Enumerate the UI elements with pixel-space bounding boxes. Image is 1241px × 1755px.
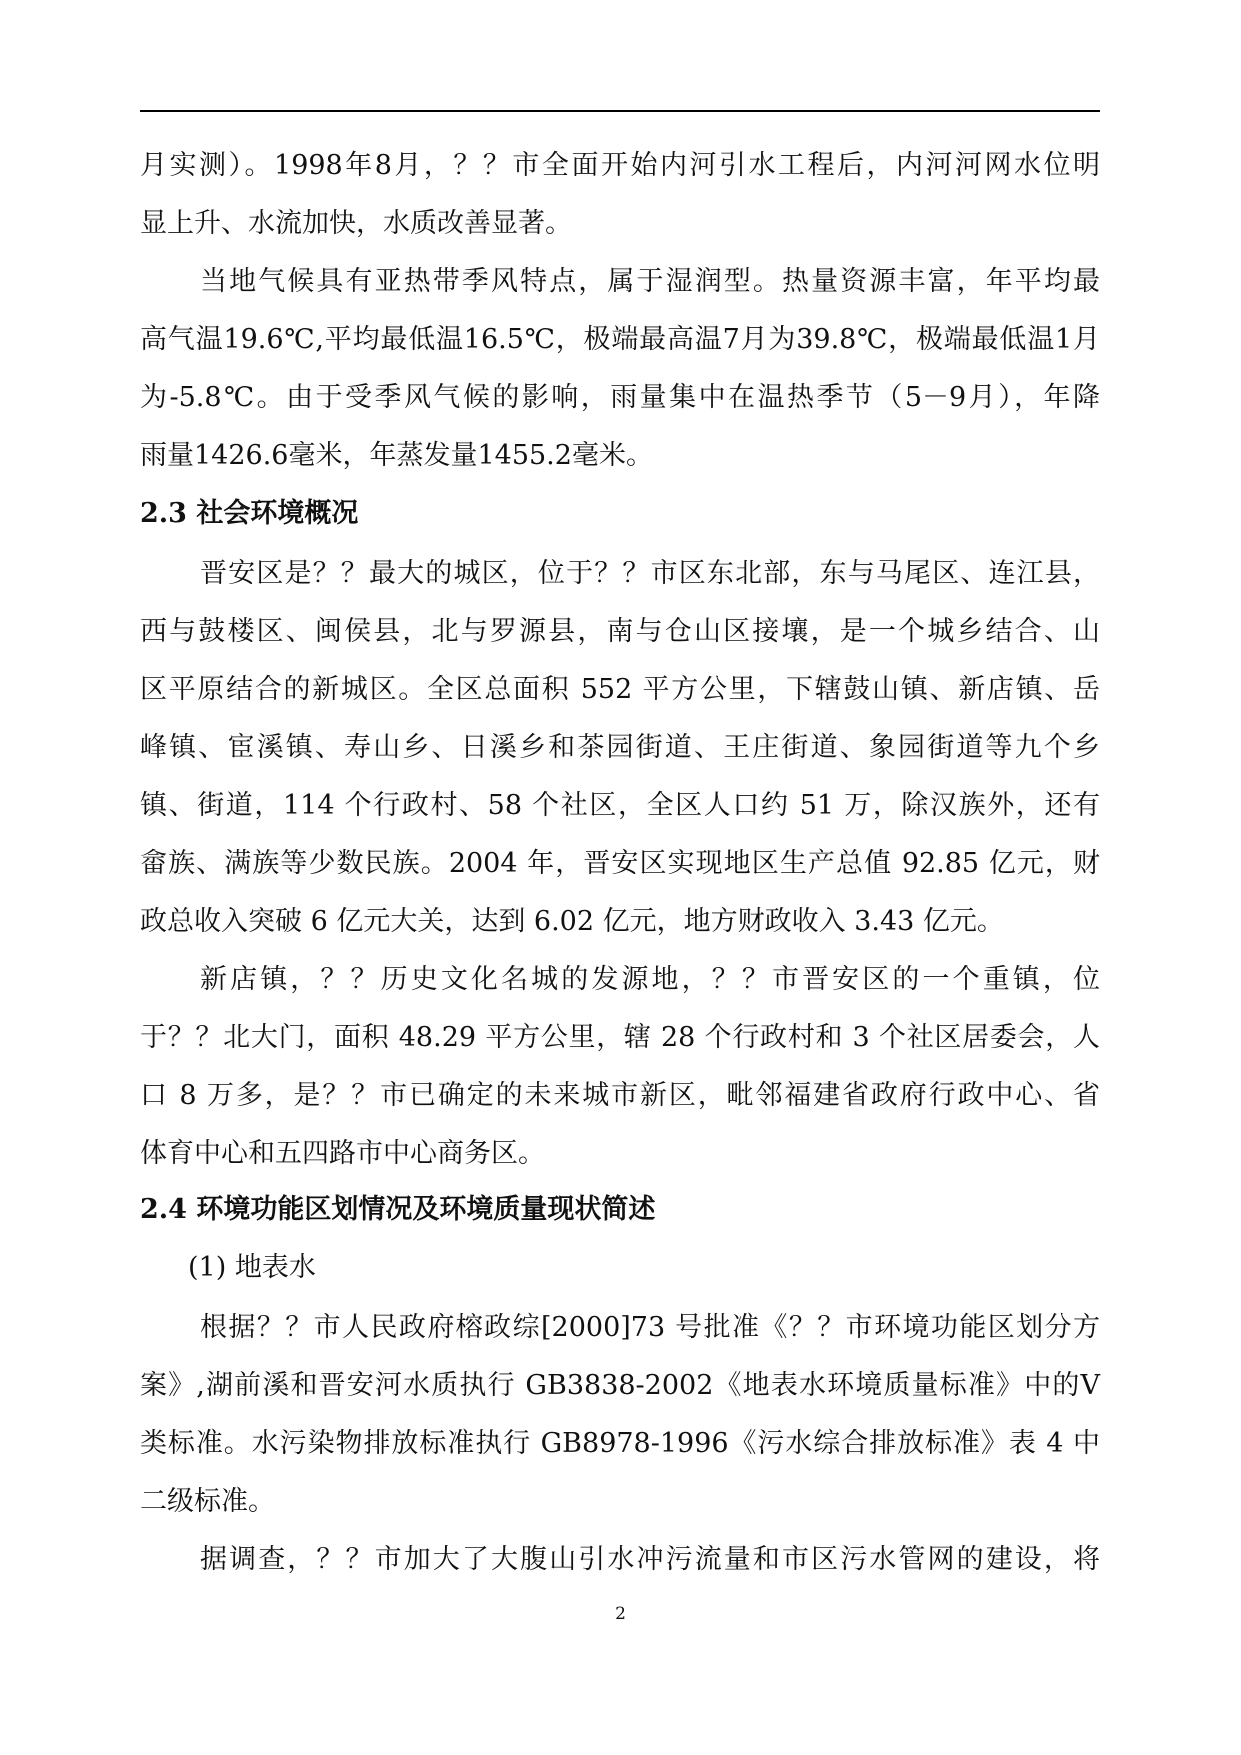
section-heading: 2.3 社会环境概况	[140, 498, 359, 529]
text-line: 政总收入突破 6 亿元大关，达到 6.02 亿元，地方财政收入 3.43 亿元。	[140, 906, 1004, 937]
text-line: 当地气候具有亚热带季风特点，属于湿润型。热量资源丰富，年平均最	[200, 266, 1100, 297]
text-line: 区平原结合的新城区。全区总面积 552 平方公里，下辖鼓山镇、新店镇、岳	[140, 674, 1100, 705]
text-line: 月实测）。1998年8月，？？市全面开始内河引水工程后，内河河网水位明	[140, 150, 1100, 181]
text-line: 畲族、满族等少数民族。2004 年，晋安区实现地区生产总值 92.85 亿元，财	[140, 848, 1100, 879]
page-number: 2	[615, 1604, 626, 1624]
text-line: 高气温19.6℃,平均最低温16.5℃，极端最高温7月为39.8℃，极端最低温1月	[140, 324, 1100, 355]
text-line: 根据？？市人民政府榕政综[2000]73 号批准《？？市环境功能区划分方	[200, 1312, 1100, 1343]
text-line: 镇、街道，114 个行政村、58 个社区，全区人口约 51 万，除汉族外，还有	[140, 790, 1100, 821]
text-line: 口 8 万多，是？？市已确定的未来城市新区，毗邻福建省政府行政中心、省	[140, 1080, 1100, 1111]
section-heading: 2.4 环境功能区划情况及环境质量现状简述	[140, 1194, 656, 1225]
text-line: 据调查，？？市加大了大腹山引水冲污流量和市区污水管网的建设，将	[200, 1544, 1100, 1575]
text-line: 新店镇，？？历史文化名城的发源地，？？市晋安区的一个重镇，位	[200, 964, 1100, 995]
text-line: 案》,湖前溪和晋安河水质执行 GB3838-2002《地表水环境质量标准》中的Ⅴ	[140, 1370, 1100, 1401]
header-rule	[140, 110, 1100, 112]
text-line: 为-5.8℃。由于受季风气候的影响，雨量集中在温热季节（5－9月），年降	[140, 382, 1100, 413]
text-line: 二级标准。	[140, 1486, 275, 1517]
text-line: 晋安区是？？最大的城区，位于？？市区东北部，东与马尾区、连江县，	[200, 558, 1100, 589]
text-line: 于？？北大门，面积 48.29 平方公里，辖 28 个行政村和 3 个社区居委会，人	[140, 1022, 1100, 1053]
text-line: 雨量1426.6毫米，年蒸发量1455.2毫米。	[140, 440, 653, 471]
subsection-heading: (1) 地表水	[188, 1252, 316, 1283]
text-line: 显上升、水流加快，水质改善显著。	[140, 208, 572, 239]
text-line: 体育中心和五四路市中心商务区。	[140, 1138, 545, 1169]
text-line: 西与鼓楼区、闽侯县，北与罗源县，南与仓山区接壤，是一个城乡结合、山	[140, 616, 1100, 647]
text-line: 峰镇、宦溪镇、寿山乡、日溪乡和茶园街道、王庄街道、象园街道等九个乡	[140, 732, 1100, 763]
text-line: 类标准。水污染物排放标准执行 GB8978-1996《污水综合排放标准》表 4 中	[140, 1428, 1100, 1459]
